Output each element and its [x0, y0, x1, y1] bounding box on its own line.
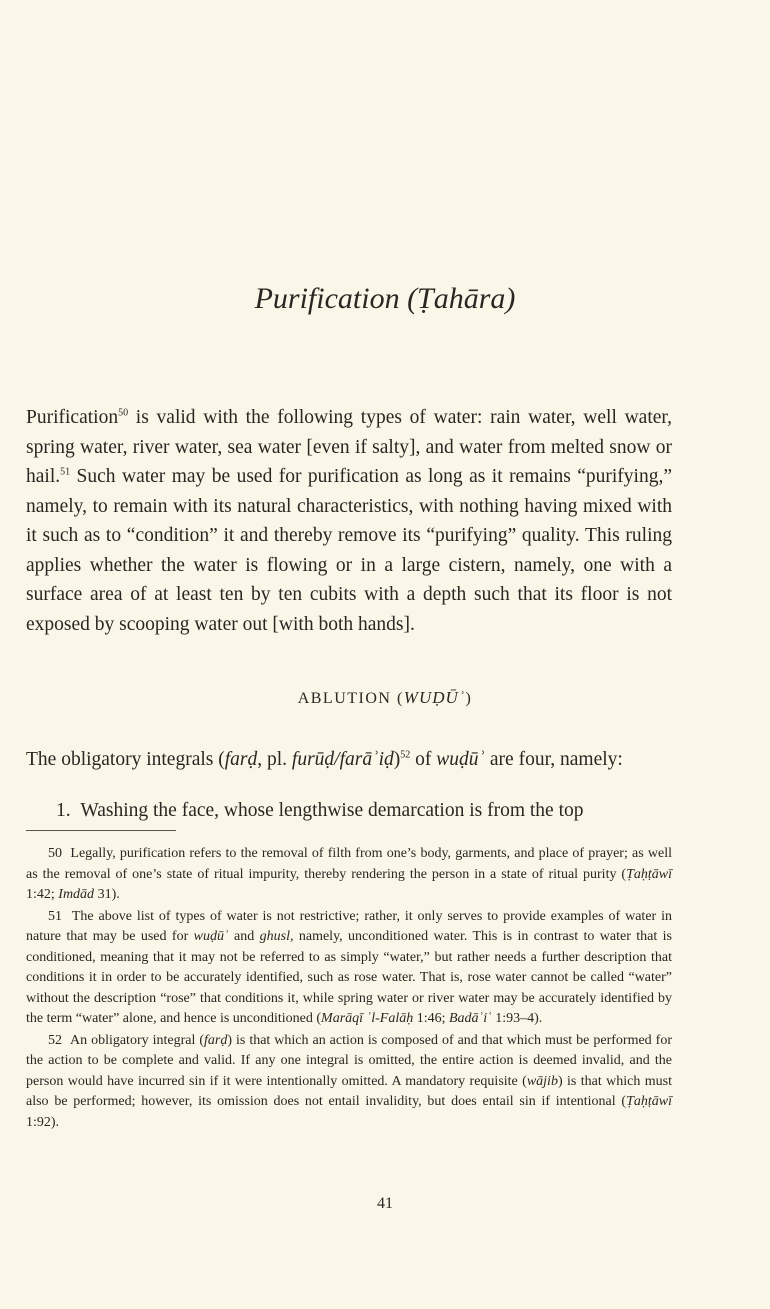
- intro-lead: Purification: [26, 407, 119, 428]
- section-heading-caps: ABLUTION (: [297, 690, 404, 707]
- integrals-text-b: are four, namely:: [485, 749, 623, 770]
- footnote-ref-50[interactable]: 50: [118, 407, 129, 419]
- footnote-text: ) is that which an action is composed of and that which must be performed for the action to be complete and valid. If any one integral is omitted, the entire action is deemed invalid, and the person would have incurred sin if it were intentionally omitted. A mandatory requisite (: [26, 1032, 672, 1089]
- ref-location: 1:93–4).: [491, 1011, 543, 1026]
- footnote-52: [26, 1031, 672, 1134]
- intro-text-b: Such water may be used for purification as long as it remains “purifying,” namely, to remain with its natural characteristics, with nothing having mixed with it such as to “condition” it and thereby remove its “purifying” quality. This ruling applies whether the water is flowing or in a large cistern, namely, one with a surface area of at least ten by ten cubits with a depth such that its floor is not exposed by scooping water out [with both hands].: [26, 466, 672, 635]
- footnotes: [26, 844, 672, 1134]
- intro-text-a: is valid with the following types of water: rain water, well water, spring water, river water, sea water [even if salty], and water from melted snow or hail.: [26, 407, 672, 487]
- ref-location: 1:46;: [413, 1011, 449, 1026]
- section-heading-term: WUḌŪʾ: [403, 688, 466, 707]
- footnote-text: and: [228, 929, 260, 944]
- section-heading-ablution: [0, 688, 770, 708]
- ref-source: Imdād: [58, 887, 95, 902]
- intro-paragraph: [26, 403, 672, 639]
- footnote-50: [26, 844, 672, 906]
- integrals-lead: The obligatory integrals (: [26, 749, 225, 770]
- footnote-51: [26, 907, 672, 1030]
- chapter-title: Purification (Ṭahāra): [254, 282, 516, 315]
- footnote-number: 51: [48, 908, 62, 924]
- list-item-1: [56, 796, 676, 826]
- ref-location: 1:42;: [26, 887, 59, 902]
- ref-source: Ṭaḥṭāwī: [626, 866, 672, 882]
- footnote-text: An obligatory integral (: [69, 1032, 204, 1048]
- footnote-ref-51[interactable]: 51: [60, 466, 71, 478]
- footnote-number: 50: [48, 846, 62, 861]
- list-item-text: Washing the face, whose lengthwise demarcation is from the top: [80, 800, 584, 821]
- term: wuḍūʾ: [193, 929, 229, 944]
- term: ghusl: [259, 929, 290, 944]
- footnote-ref-52[interactable]: 52: [400, 749, 411, 761]
- term-wudu: wuḍūʾ: [436, 749, 486, 770]
- term-fard: farḍ: [224, 749, 258, 770]
- page-number: 41: [377, 1195, 393, 1212]
- integrals-text-a: of: [410, 749, 437, 770]
- footnote-divider: [26, 830, 176, 831]
- footnote-number: 52: [48, 1032, 62, 1048]
- integrals-close: ): [393, 749, 401, 770]
- ref-source: Ṭaḥṭāwī: [626, 1094, 672, 1109]
- list-item-number: 1.: [56, 800, 71, 821]
- section-heading-close: ): [465, 690, 473, 707]
- ref-source: Badāʾiʿ: [448, 1011, 492, 1026]
- ref-source: Marāqī ʾl-Falāḥ: [321, 1011, 414, 1026]
- term: wājib: [526, 1073, 558, 1089]
- integrals-mid: , pl.: [257, 749, 292, 770]
- footnote-text: Legally, purification refers to the removal of filth from one’s body, garments, and place of prayer; as well as the removal of one’s state of ritual impurity, thereby rendering the person in a state of ritual purity (: [26, 846, 673, 882]
- term-furud: furūḍ/farāʾiḍ: [291, 749, 394, 770]
- footnote-text: ) is that which must also be performed; however, its omission does not entail invalidity, but does entail sin if intentional (: [26, 1073, 672, 1109]
- ref-location: 31).: [94, 887, 120, 902]
- footnote-text: The above list of types of water is not restrictive; rather, it only serves to provide examples of water in nature that may be used for: [26, 908, 673, 944]
- footnote-text: , namely, unconditioned water. This is in contrast to water that is conditioned, meaning that it may not be referred to as simply “water,” but rather needs a further description that conditions it in order to be accurately identified, such as rose water. That is, rose water cannot be called “water” without the description “rose” that conditions it, while spring water or river water may be accurately identified by the term “water” alone, and hence is unconditioned (: [26, 929, 672, 1026]
- ref-location: 1:92).: [26, 1114, 60, 1130]
- integrals-paragraph: [26, 745, 672, 775]
- term: farḍ: [204, 1032, 228, 1048]
